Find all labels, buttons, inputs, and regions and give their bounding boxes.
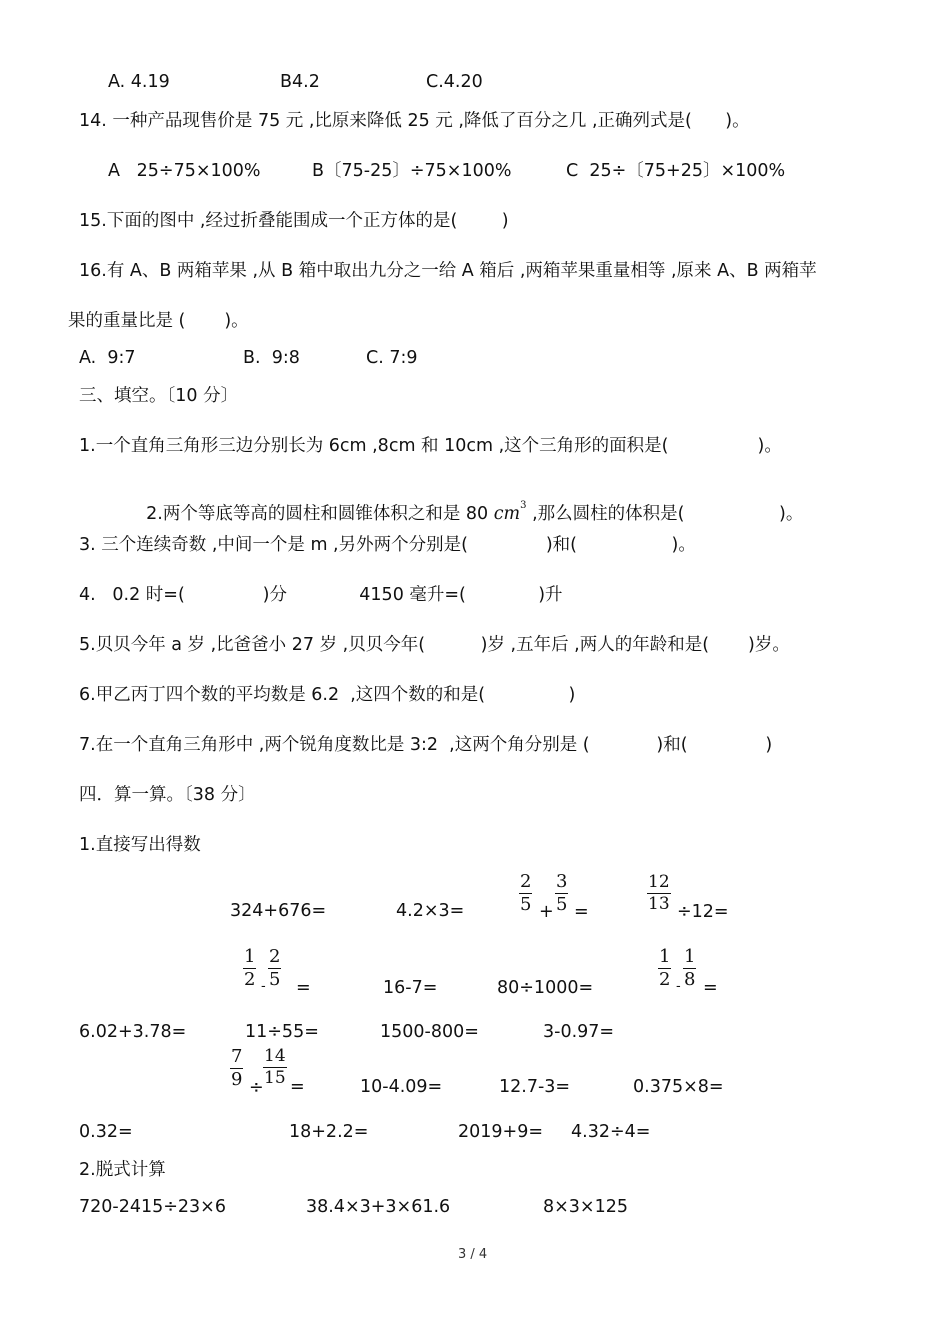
numerator: 3: [556, 871, 568, 892]
calc-r1-a: 324+676=: [230, 901, 327, 921]
calc-r3-c: 1500-800=: [380, 1022, 479, 1042]
calc-r4-a-eq: =: [290, 1077, 305, 1097]
section3-q6: 6.甲乙丙丁四个数的平均数是 6.2 ,这四个数的和是( ): [79, 685, 576, 705]
q13-option-a: A. 4.19: [108, 72, 170, 92]
q15-text: 15.下面的图中 ,经过折叠能围成一个正方体的是( ): [79, 211, 509, 231]
denominator: 13: [648, 894, 670, 914]
q14-option-a: A 25÷75×100%: [108, 161, 261, 181]
calc-r5-d: 4.32÷4=: [571, 1122, 651, 1142]
calc-r1-c-eq: =: [574, 902, 589, 922]
calc-step-a: 720-2415÷23×6: [79, 1197, 226, 1217]
numerator: 7: [231, 1046, 243, 1067]
calc-r3-b: 11÷55=: [245, 1022, 319, 1042]
calc-r5-a: 0.32=: [79, 1122, 133, 1142]
q14-text: 14. 一种产品现售价是 75 元 ,比原来降低 25 元 ,降低了百分之几 ,正确列式是( )。: [79, 111, 750, 131]
denominator: 2: [659, 969, 671, 990]
calc-r4-a-frac1: [230, 1048, 243, 1089]
calc-r4-a-frac2: [263, 1048, 287, 1087]
q16-line2: 果的重量比是 ( )。: [68, 311, 249, 331]
calc-r2-d-eq: =: [703, 978, 718, 998]
denominator: 9: [231, 1069, 243, 1090]
numerator: 1: [659, 946, 671, 967]
calc-r2-a-op: -: [261, 979, 266, 994]
page-number: 3 / 4: [458, 1247, 488, 1262]
section3-title: 三、填空。〔10 分〕: [79, 386, 239, 406]
section4-sub1: 1.直接写出得数: [79, 835, 201, 855]
q14-option-c: C 25÷〔75+25〕×100%: [566, 161, 786, 181]
section3-q1: 1.一个直角三角形三边分别长为 6cm ,8cm 和 10cm ,这个三角形的面积是( )。: [79, 436, 782, 456]
section4-title: 四．算一算。〔38 分〕: [79, 785, 256, 805]
calc-r2-c: 80÷1000=: [497, 978, 594, 998]
calc-r2-d-frac1: [658, 948, 671, 989]
denominator: 5: [269, 969, 281, 990]
calc-r2-a-eq: =: [296, 978, 311, 998]
numerator: 2: [520, 871, 532, 892]
q16-option-a: A. 9:7: [79, 348, 136, 368]
calc-r2-a-frac2: [268, 948, 281, 989]
denominator: 2: [244, 969, 256, 990]
q13-option-b: B4.2: [280, 72, 320, 92]
calc-step-c: 8×3×125: [543, 1197, 628, 1217]
section3-q2-unit-exp: 3: [520, 499, 527, 511]
calc-r1-c-op: +: [539, 902, 554, 922]
calc-r2-d-op: -: [676, 979, 681, 994]
calc-r4-a-op: ÷: [249, 1078, 264, 1098]
section3-q2-unit: cm: [493, 503, 521, 524]
q14-option-b: B〔75-25〕÷75×100%: [312, 161, 512, 181]
section3-q3: 3. 三个连续奇数 ,中间一个是 m ,另外两个分别是( )和( )。: [79, 535, 696, 555]
calc-r5-c: 2019+9=: [458, 1122, 543, 1142]
section3-q2: [135, 487, 803, 523]
section3-q2-after: ,那么圆柱的体积是( )。: [526, 503, 804, 524]
denominator: 5: [520, 894, 532, 915]
numerator: 14: [264, 1046, 286, 1066]
section3-q2-before: 2.两个等底等高的圆柱和圆锥体积之和是 80: [146, 503, 494, 524]
q16-option-c: C. 7:9: [366, 348, 418, 368]
calc-r1-b: 4.2×3=: [396, 901, 465, 921]
numerator: 12: [648, 872, 670, 892]
calc-r2-a-frac1: [243, 948, 256, 989]
calc-r2-d-frac2: [683, 948, 696, 989]
calc-r3-a: 6.02+3.78=: [79, 1022, 187, 1042]
numerator: 1: [684, 946, 696, 967]
calc-r2-b: 16-7=: [383, 978, 438, 998]
calc-r4-c: 12.7-3=: [499, 1077, 571, 1097]
section3-q5: 5.贝贝今年 a 岁 ,比爸爸小 27 岁 ,贝贝今年( )岁 ,五年后 ,两人的年龄和是( )岁。: [79, 635, 790, 655]
calc-r1-d-rest: ÷12=: [677, 902, 729, 922]
numerator: 1: [244, 946, 256, 967]
calc-r1-c-frac1: [519, 873, 532, 914]
section3-q4: 4. 0.2 时=( )分 4150 毫升=( )升: [79, 585, 563, 605]
numerator: 2: [269, 946, 281, 967]
q16-line1: 16.有 A、B 两箱苹果 ,从 B 箱中取出九分之一给 A 箱后 ,两箱苹果重量相等 ,原来 A、B 两箱苹: [79, 261, 817, 281]
q16-option-b: B. 9:8: [243, 348, 300, 368]
calc-r5-b: 18+2.2=: [289, 1122, 369, 1142]
section4-sub2: 2.脱式计算: [79, 1160, 166, 1180]
calc-r4-b: 10-4.09=: [360, 1077, 443, 1097]
denominator: 5: [556, 894, 568, 915]
section3-q7: 7.在一个直角三角形中 ,两个锐角度数比是 3:2 ,这两个角分别是 ( )和( ): [79, 735, 773, 755]
calc-r3-d: 3-0.97=: [543, 1022, 615, 1042]
calc-step-b: 38.4×3+3×61.6: [306, 1197, 451, 1217]
denominator: 15: [264, 1068, 286, 1088]
calc-r1-d-frac: [647, 874, 671, 913]
q13-option-c: C.4.20: [426, 72, 483, 92]
calc-r1-c-frac2: [555, 873, 568, 914]
calc-r4-d: 0.375×8=: [633, 1077, 724, 1097]
denominator: 8: [684, 969, 696, 990]
